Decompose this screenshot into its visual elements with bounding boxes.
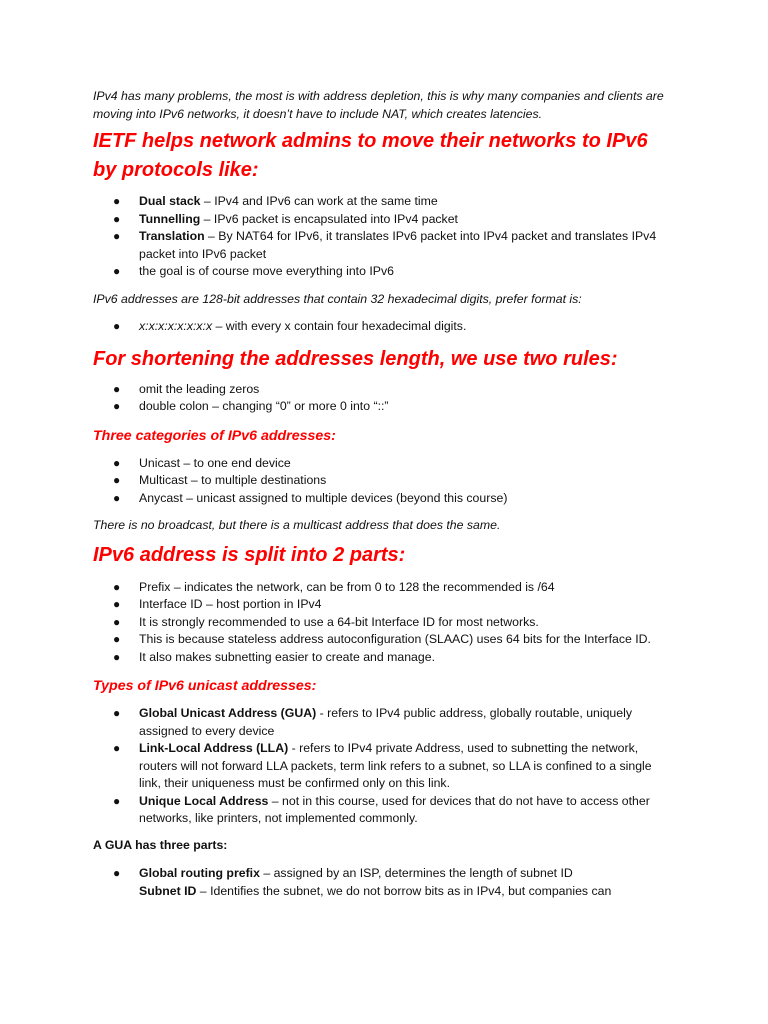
heading-unicast-types: Types of IPv6 unicast addresses: [93, 678, 317, 694]
gua-heading: A GUA has three parts: [93, 837, 228, 852]
bullet-icon: ● [113, 706, 121, 720]
list-item: ● the goal is of course move everything into IPv6 [93, 263, 676, 281]
list-item: ● Unique Local Address – not in this course, used for devices that do not have to access other networks, like printers, not implemented commonly. [113, 793, 650, 825]
list-item: ● This is because stateless address autoconfiguration (SLAAC) uses 64 bits for the Interface ID. [93, 631, 676, 649]
bullet-icon: ● [113, 229, 121, 243]
bullet-icon: ● [113, 793, 121, 808]
bullet-icon: ● [113, 579, 121, 594]
bullet-icon: ● [113, 597, 121, 611]
bullet-icon: ● [113, 455, 121, 470]
bullet-icon: ● [113, 741, 121, 755]
heading-categories: Three categories of IPv6 addresses: [93, 427, 336, 444]
list-item: ● Translation – By NAT64 for IPv6, it translates IPv6 packet into IPv4 packet and translates IPv4 packet into IPv6 packet [113, 229, 657, 261]
bullet-icon: ● [113, 264, 121, 278]
bullet-icon: ● [113, 632, 121, 646]
broadcast-paragraph: There is no broadcast, but there is a multicast address that does the same. [93, 518, 501, 532]
heading-address-parts: IPv6 address is split into 2 parts: [93, 543, 406, 566]
list-item: ● Global routing prefix – assigned by an ISP, determines the length of subnet ID [93, 865, 676, 883]
bullet-icon: ● [113, 211, 121, 226]
list-item: ● Link-Local Address (LLA) - refers to IPv4 private Address, used to subnetting the network, routers will not forward LLA packets, term link refers to a subnet, so LLA is confined to a single link, their uniqueness must be confirmed only on this link. [113, 741, 652, 790]
list-item: ● Unicast – to one end device [93, 455, 676, 473]
heading-ietf-protocols: IETF helps network admins to move their networks to IPv6 by protocols like: [93, 130, 648, 181]
list-item: ● It is strongly recommended to use a 64-bit Interface ID for most networks. [93, 614, 676, 632]
list-item: ● Global Unicast Address (GUA) - refers to IPv4 public address, globally routable, uniquely assigned to every device [113, 706, 632, 738]
bullet-icon: ● [113, 490, 121, 505]
rules-list [93, 381, 676, 416]
list-item: ● Tunnelling – IPv6 packet is encapsulated into IPv4 packet [93, 211, 676, 229]
transition-list [93, 193, 676, 281]
intro-paragraph: IPv4 has many problems, the most is with address depletion, this is why many companies and clients are moving into IPv6 networks, it doesn’t have to include NAT, which creates latencies. [93, 89, 664, 121]
bullet-icon: ● [113, 614, 121, 629]
gua-list [93, 865, 676, 883]
gua-continuation-line: Subnet ID – Identifies the subnet, we do not borrow bits as in IPv4, but companies can [139, 883, 612, 898]
address-paragraph: IPv6 addresses are 128-bit addresses that contain 32 hexadecimal digits, prefer format is: [93, 291, 582, 306]
categories-list [93, 455, 676, 508]
list-item: ● It also makes subnetting easier to create and manage. [93, 649, 676, 667]
bullet-icon: ● [113, 399, 121, 413]
unicast-list [93, 705, 676, 828]
bullet-icon: ● [113, 473, 121, 487]
list-item: ● Multicast – to multiple destinations [93, 472, 676, 490]
bullet-icon: ● [113, 381, 121, 396]
list-item: ● double colon – changing “0” or more 0 into “::” [93, 398, 676, 416]
list-item: ● Interface ID – host portion in IPv4 [93, 596, 676, 614]
bullet-icon: ● [113, 194, 121, 208]
list-item: ● omit the leading zeros [93, 381, 676, 399]
list-item: ● x:x:x:x:x:x:x:x – with every x contain four hexadecimal digits. [93, 318, 676, 336]
parts-list [93, 579, 676, 667]
bullet-icon: ● [113, 866, 121, 880]
bullet-icon: ● [113, 649, 121, 664]
list-item: ● Prefix – indicates the network, can be from 0 to 128 the recommended is /64 [93, 579, 676, 597]
format-list [93, 318, 676, 336]
bullet-icon: ● [113, 319, 121, 333]
heading-shortening-rules: For shortening the addresses length, we use two rules: [93, 347, 618, 370]
list-item: ● Dual stack – IPv4 and IPv6 can work at the same time [93, 193, 676, 211]
list-item: ● Anycast – unicast assigned to multiple devices (beyond this course) [93, 490, 676, 508]
